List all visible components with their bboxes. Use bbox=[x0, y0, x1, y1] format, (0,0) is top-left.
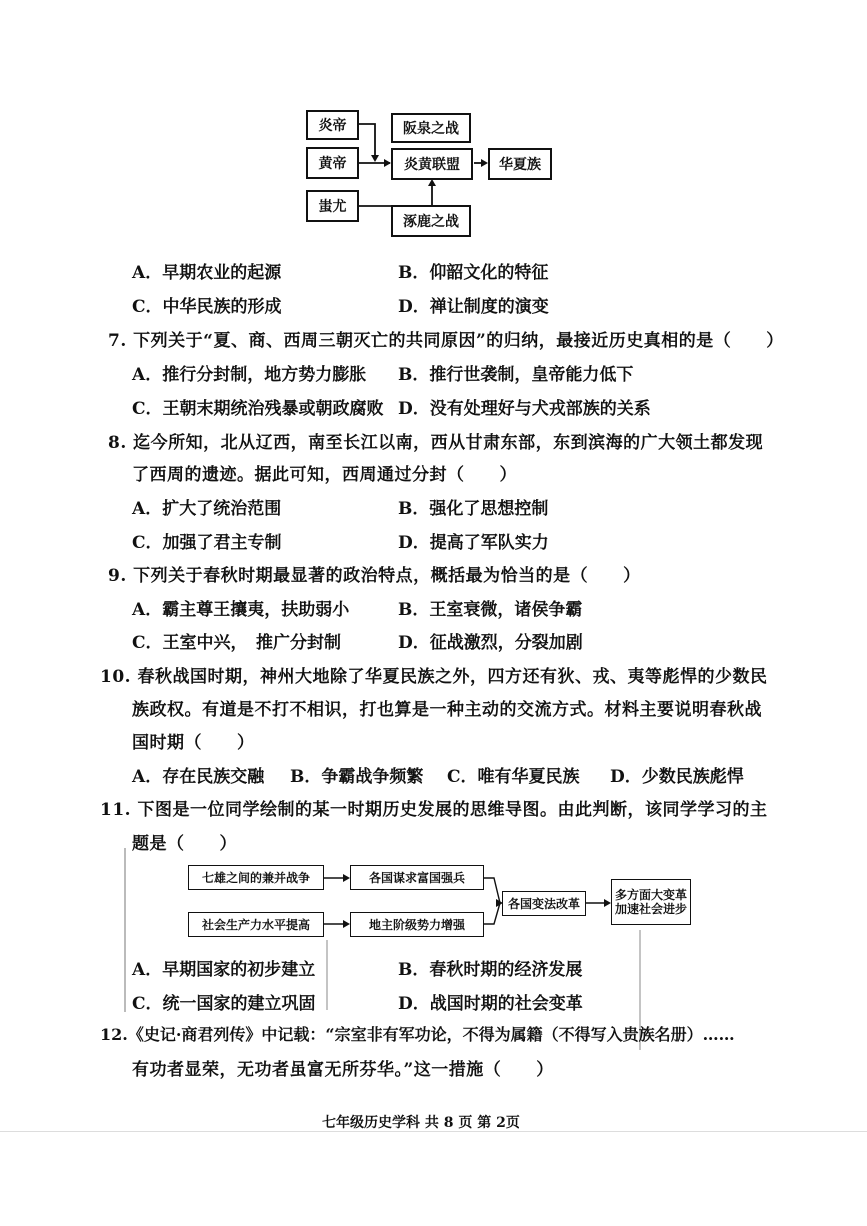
box-huangdi: 黄帝 bbox=[306, 147, 359, 179]
box-seven-states-war: 七雄之间的兼并战争 bbox=[188, 865, 324, 890]
q10-stem-line3: 国时期（ ） bbox=[132, 733, 255, 753]
q11-stem-line2: 题是（ ） bbox=[132, 834, 237, 854]
q9-option-a: A．霸主尊王攘夷，扶助弱小 bbox=[132, 600, 350, 620]
q11-option-d: D．战国时期的社会变革 bbox=[398, 994, 583, 1014]
q8-option-c: C．加强了君主专制 bbox=[132, 533, 282, 553]
q7-option-c: C．王朝末期统治残暴或朝政腐败 bbox=[132, 399, 384, 419]
q11-stem-line1: 11. 下图是一位同学绘制的某一时期历史发展的思维导图。由此判断，该同学学习的主 bbox=[100, 800, 768, 820]
q6-option-d: D．禅让制度的演变 bbox=[398, 297, 549, 317]
box-chiyou: 蚩尤 bbox=[306, 190, 359, 222]
q10-stem-line1: 10. 春秋战国时期，神州大地除了华夏民族之外，四方还有狄、戎、夷等彪悍的少数民 bbox=[100, 667, 768, 687]
box-huaxia: 华夏族 bbox=[488, 148, 552, 180]
q7-stem: 7. 下列关于“夏、商、西周三朝灭亡的共同原因”的归纳，最接近历史真相的是（ ） bbox=[108, 331, 784, 351]
box-banquan-battle: 阪泉之战 bbox=[391, 113, 471, 143]
q12-stem-line1: 12.《史记·商君列传》中记载：“宗室非有军功论，不得为属籍（不得写入贵族名册）…… bbox=[100, 1025, 735, 1044]
great-change-line2: 加速社会进步 bbox=[614, 902, 687, 916]
box-zhuolu-battle: 涿鹿之战 bbox=[391, 205, 471, 237]
q11-option-a: A．早期国家的初步建立 bbox=[132, 960, 316, 980]
q8-stem-line1: 8. 迄今所知，北从辽西，南至长江以南，西从甘肃东部，东到滨海的广大领土都发现 bbox=[108, 433, 764, 453]
q10-option-a: A．存在民族交融 bbox=[132, 767, 265, 787]
q7-option-b: B．推行世袭制，皇帝能力低下 bbox=[398, 365, 634, 385]
q10-option-b: B．争霸战争频繁 bbox=[290, 767, 424, 787]
q6-option-c: C．中华民族的形成 bbox=[132, 297, 282, 317]
q8-option-a: A．扩大了统治范围 bbox=[132, 499, 282, 519]
great-change-line1: 多方面大变革 bbox=[614, 888, 687, 902]
q8-option-d: D．提高了军队实力 bbox=[398, 533, 549, 553]
page-footer: 七年级历史学科 共 8 页 第 2页 bbox=[322, 1115, 520, 1131]
q10-option-d: D．少数民族彪悍 bbox=[610, 767, 744, 787]
q10-stem-line2: 族政权。有道是不打不相识，打也算是一种主动的交流方式。材料主要说明春秋战 bbox=[132, 700, 762, 720]
q6-option-b: B．仰韶文化的特征 bbox=[398, 263, 549, 283]
box-yanhuang-alliance: 炎黄联盟 bbox=[391, 148, 473, 180]
box-rich-strong: 各国谋求富国强兵 bbox=[350, 865, 484, 890]
box-productivity-rise: 社会生产力水平提高 bbox=[188, 912, 324, 937]
q12-stem-line2: 有功者显荣，无功者虽富无所芬华。”这一措施（ ） bbox=[132, 1060, 554, 1080]
box-landlord-class: 地主阶级势力增强 bbox=[350, 912, 484, 937]
q9-option-b: B．王室衰微，诸侯争霸 bbox=[398, 600, 583, 620]
box-yandi: 炎帝 bbox=[306, 110, 359, 140]
q7-option-d: D．没有处理好与犬戎部族的关系 bbox=[398, 399, 651, 419]
q6-option-a: A．早期农业的起源 bbox=[132, 263, 282, 283]
q9-option-d: D．征战激烈，分裂加剧 bbox=[398, 633, 583, 653]
q7-option-a: A．推行分封制，地方势力膨胀 bbox=[132, 365, 367, 385]
box-great-change bbox=[611, 879, 691, 925]
footer-divider bbox=[0, 1131, 867, 1132]
q8-stem-line2: 了西周的遗迹。据此可知，西周通过分封（ ） bbox=[132, 465, 517, 485]
q11-option-b: B．春秋时期的经济发展 bbox=[398, 960, 583, 980]
q9-stem: 9. 下列关于春秋时期最显著的政治特点，概括最为恰当的是（ ） bbox=[108, 566, 641, 586]
q8-option-b: B．强化了思想控制 bbox=[398, 499, 549, 519]
q9-option-c: C．王室中兴， 推广分封制 bbox=[132, 633, 342, 653]
q11-option-c: C．统一国家的建立巩固 bbox=[132, 994, 316, 1014]
box-reforms: 各国变法改革 bbox=[502, 891, 586, 916]
q10-option-c: C．唯有华夏民族 bbox=[447, 767, 580, 787]
